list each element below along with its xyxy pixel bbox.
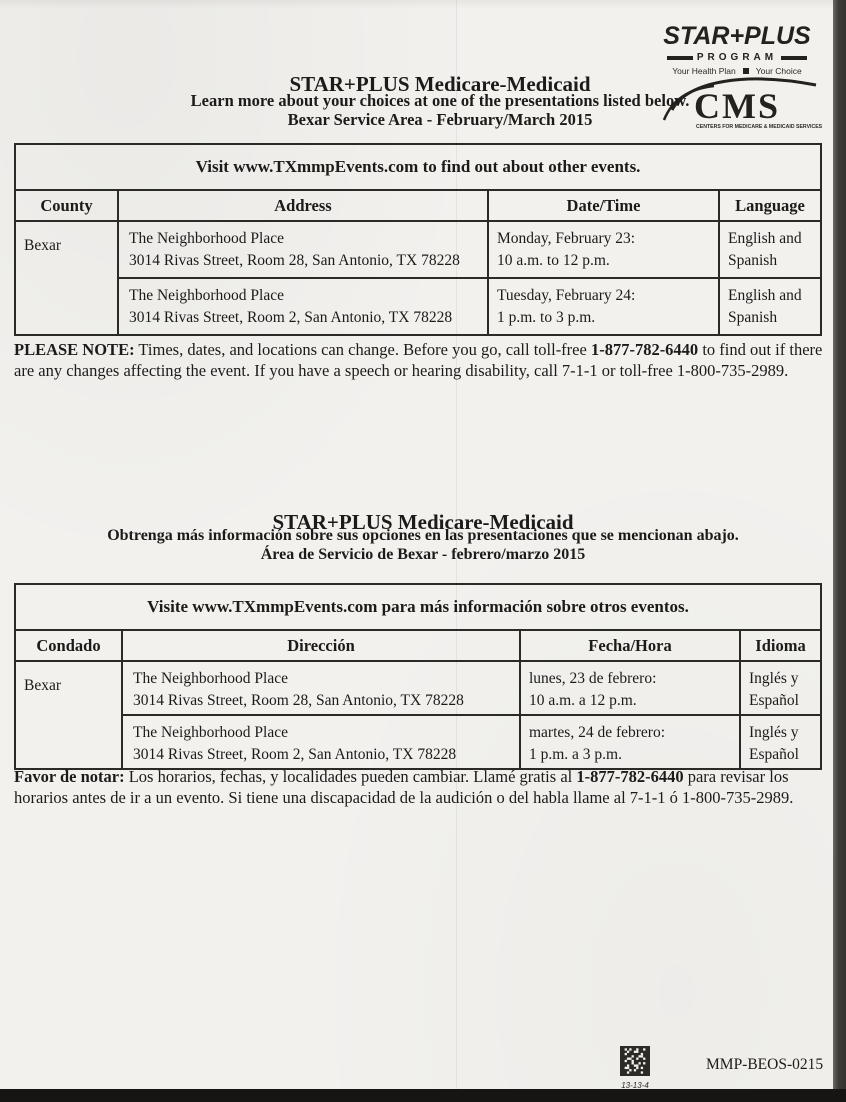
language-cell <box>719 221 821 278</box>
col-header-address: Address <box>118 190 488 221</box>
program-label: PROGRAM <box>696 52 778 63</box>
venue-name: The Neighborhood Place <box>129 230 284 247</box>
event-time: 1 p.m. to 3 p.m. <box>497 309 596 327</box>
program-bar-left <box>667 56 693 60</box>
language-line-2: Spanish <box>728 309 778 327</box>
language-cell <box>740 661 821 715</box>
street-address: 3014 Rivas Street, Room 28, San Antonio, TX 78228 <box>133 692 464 710</box>
table-row <box>15 661 821 715</box>
language-cell <box>719 278 821 335</box>
table-header-row <box>15 190 821 221</box>
table-header-row <box>15 630 821 661</box>
col-header-datetime: Date/Time <box>488 190 719 221</box>
street-address: 3014 Rivas Street, Room 2, San Antonio, TX 78228 <box>133 746 457 764</box>
event-date: Monday, February 23: <box>497 230 636 247</box>
english-note-phone: 1-877-782-6440 <box>590 340 699 359</box>
cms-acronym: CMS <box>694 86 780 126</box>
scan-edge-bottom <box>0 1089 846 1102</box>
cms-subtext: CENTERS FOR MEDICARE & MEDICAID SERVICES <box>696 124 822 130</box>
spanish-note-label: Favor de notar: <box>14 767 125 786</box>
venue-name: The Neighborhood Place <box>129 287 284 304</box>
event-date: martes, 24 de febrero: <box>529 724 665 741</box>
spanish-table-caption: Visite www.TXmmpEvents.com para más información sobre otros eventos. <box>15 584 821 630</box>
spanish-events-table <box>14 583 822 770</box>
spanish-title: STAR+PLUS Medicare-Medicaid <box>272 510 574 535</box>
datetime-cell <box>488 278 719 335</box>
datamatrix-barcode-icon <box>620 1046 650 1076</box>
event-date: lunes, 23 de febrero: <box>529 670 657 687</box>
starplus-wordmark: STAR+PLUS <box>663 22 811 50</box>
barcode-block <box>618 1046 652 1090</box>
spanish-note <box>14 766 836 809</box>
venue-name: The Neighborhood Place <box>133 724 288 741</box>
english-note-text-2: to find out if there are any changes affecting the event. If you have a speech or hearing disability, call 7-1-1 or toll-free 1-800-735-2989. <box>14 340 823 381</box>
event-time: 10 a.m. a 12 p.m. <box>529 692 637 710</box>
english-note <box>14 339 830 382</box>
tagline-right: Your Choice <box>755 66 802 76</box>
col-header-idioma: Idioma <box>740 630 821 661</box>
language-line-2: Español <box>749 692 799 710</box>
spanish-note-text-1: Los horarios, fechas, y localidades pueden cambiar. Llamé gratis al <box>124 767 577 786</box>
col-header-fecha-hora: Fecha/Hora <box>520 630 740 661</box>
venue-name: The Neighborhood Place <box>133 670 288 687</box>
datetime-cell <box>488 221 719 278</box>
language-line-2: Español <box>749 746 799 764</box>
english-subtitle-1: Learn more about your choices at one of the presentations listed below. <box>190 91 690 110</box>
english-events-table <box>14 143 822 336</box>
english-note-label: PLEASE NOTE: <box>14 340 135 359</box>
spanish-subtitle-2: Área de Servicio de Bexar - febrero/marzo 2015 <box>260 546 586 563</box>
table-row <box>15 715 821 769</box>
language-line-1: English and <box>728 230 802 247</box>
address-cell <box>118 221 488 278</box>
spanish-note-text-2: para revisar los horarios antes de ir a un evento. Si tiene una discapacidad de la audición o del habla llame al 7-1-1 ó 1-800-735-2989. <box>14 767 794 808</box>
table-row <box>15 278 821 335</box>
county-cell: Bexar <box>15 661 122 769</box>
tagline-left: Your Health Plan <box>672 66 736 76</box>
col-header-county: County <box>15 190 118 221</box>
col-header-direccion: Dirección <box>122 630 520 661</box>
col-header-condado: Condado <box>15 630 122 661</box>
event-time: 1 p.m. a 3 p.m. <box>529 746 622 764</box>
spanish-note-phone: 1-877-782-6440 <box>576 767 684 786</box>
table-caption-row <box>15 144 821 190</box>
county-cell: Bexar <box>15 221 118 335</box>
language-line-1: Inglés y <box>749 724 799 741</box>
address-cell <box>118 278 488 335</box>
program-bar-right <box>781 56 807 60</box>
starplus-logo <box>658 22 816 76</box>
address-cell <box>122 661 520 715</box>
english-table-caption: Visit www.TXmmpEvents.com to find out about other events. <box>15 144 821 190</box>
language-cell <box>740 715 821 769</box>
address-cell <box>122 715 520 769</box>
col-header-language: Language <box>719 190 821 221</box>
english-title: STAR+PLUS Medicare-Medicaid <box>289 72 591 97</box>
table-row <box>15 221 821 278</box>
english-note-text-1: Times, dates, and locations can change. Before you go, call toll-free <box>134 340 591 359</box>
barcode-label: 13-13-4 <box>621 1081 649 1090</box>
language-line-1: Inglés y <box>749 670 799 687</box>
street-address: 3014 Rivas Street, Room 28, San Antonio, TX 78228 <box>129 252 460 270</box>
document-code: MMP-BEOS-0215 <box>706 1056 824 1073</box>
language-line-1: English and <box>728 287 802 304</box>
street-address: 3014 Rivas Street, Room 2, San Antonio, TX 78228 <box>129 309 453 327</box>
language-line-2: Spanish <box>728 252 778 270</box>
starplus-program-line <box>658 52 816 63</box>
datetime-cell <box>520 715 740 769</box>
event-date: Tuesday, February 24: <box>497 287 636 304</box>
spanish-subtitle-1: Obtrenga más información sobre sus opciones en las presentaciones que se mencionan abajo. <box>107 527 739 544</box>
event-time: 10 a.m. to 12 p.m. <box>497 252 610 270</box>
datetime-cell <box>520 661 740 715</box>
table-caption-row <box>15 584 821 630</box>
english-subtitle-2: Bexar Service Area - February/March 2015 <box>287 110 593 129</box>
